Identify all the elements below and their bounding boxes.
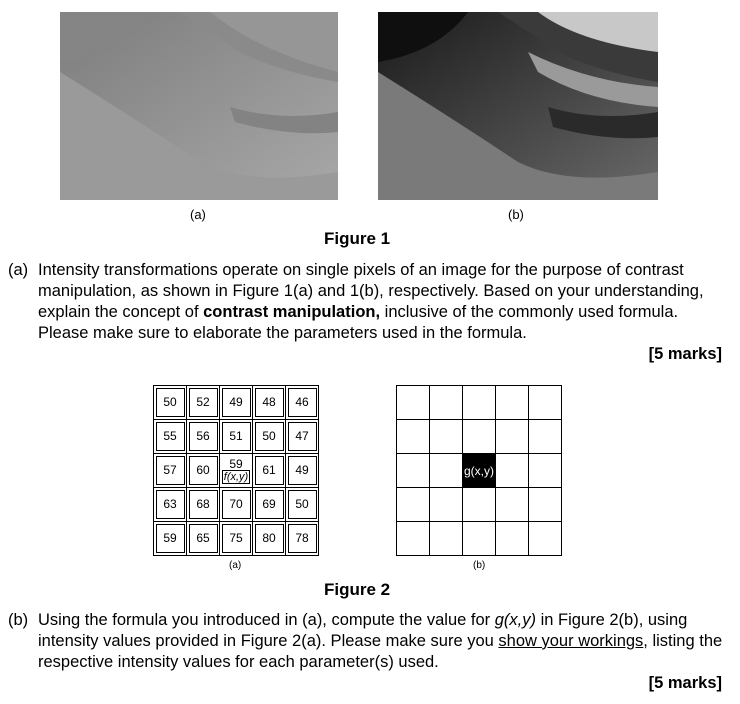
grid-a-row [154, 522, 319, 556]
figure1-image-a [60, 12, 338, 200]
grid-a-row [154, 386, 319, 420]
grid-a-value: 50 [255, 422, 284, 451]
figure2-label-a: (a) [229, 560, 242, 571]
question-b [8, 610, 738, 675]
figure1-caption: Figure 1 [324, 229, 391, 248]
grid-a-cell [220, 454, 253, 488]
grid-a-value: 57 [156, 456, 185, 485]
grid-a-value: 49 [288, 456, 317, 485]
figure2-grid-a [153, 385, 319, 556]
grid-a-cell [286, 454, 319, 488]
grid-a-row [154, 488, 319, 522]
grid-a-cell [220, 386, 253, 420]
grid-b-row [397, 522, 562, 556]
grid-a-cell [187, 522, 220, 556]
grid-b-cell [496, 454, 529, 488]
grid-a-cell [253, 420, 286, 454]
grid-a-value: 70 [222, 490, 251, 519]
grid-b-cell [529, 522, 562, 556]
grid-a-value: 69 [255, 490, 284, 519]
grid-a-value: 51 [222, 422, 251, 451]
grid-a-value: 80 [255, 524, 284, 553]
grid-a-value: 46 [288, 388, 317, 417]
grid-a-value: 48 [255, 388, 284, 417]
question-a-text: Intensity transformations operate on single pixels of an image for the purpose of contrast manipulation, as shown in Figure 1(a) and 1(b), respectively. Based on your understanding, explain the concept of contrast manipulation, inclusive of the commonly used formula. Please make sure to elaborate the parameters used in the formula. [38, 261, 704, 342]
grid-b-center-gxy: g(x,y) [463, 454, 496, 488]
grid-a-cell [154, 420, 187, 454]
question-b-text: Using the formula you introduced in (a), compute the value for g(x,y) in Figure 2(b), using intensity values provided in Figure 2(a). Please make sure you show your workings, listing the respective intensity values for each parameter(s) used. [38, 611, 723, 671]
figure1-label-a: (a) [190, 207, 206, 222]
grid-b-cell [529, 454, 562, 488]
grid-b-cell [463, 386, 496, 420]
grid-a-value: 56 [189, 422, 218, 451]
grid-a-value: 59 [156, 524, 185, 553]
grid-b-cell [529, 488, 562, 522]
grid-a-center-value: 59 [229, 456, 243, 471]
grid-a-value: 68 [189, 490, 218, 519]
grid-b-cell [397, 454, 430, 488]
figure2-label-b: (b) [473, 560, 486, 571]
grid-b-row [397, 386, 562, 420]
question-b-gxy: g(x,y) [494, 611, 536, 629]
grid-b-cell [430, 522, 463, 556]
grid-a-cell [154, 386, 187, 420]
grid-b-cell [430, 386, 463, 420]
question-b-marks: [5 marks] [648, 674, 722, 692]
question-a-marks: [5 marks] [648, 345, 722, 363]
grid-a-cell [187, 386, 220, 420]
question-a-id: (a) [8, 261, 29, 279]
grid-a-row [154, 454, 319, 488]
grid-a-cell [187, 488, 220, 522]
grid-b-cell [496, 522, 529, 556]
grid-a-cell [253, 488, 286, 522]
grid-a-cell [253, 522, 286, 556]
grid-a-cell [286, 420, 319, 454]
question-a-bold: contrast manipulation, [203, 303, 381, 321]
grid-b-row [397, 420, 562, 454]
grid-a-cell [220, 420, 253, 454]
grid-b-row [397, 454, 562, 488]
grid-a-value: 63 [156, 490, 185, 519]
grid-b-cell [463, 522, 496, 556]
grid-b-cell [496, 386, 529, 420]
question-b-id: (b) [8, 611, 29, 629]
question-a [8, 260, 738, 365]
grid-b-cell [496, 488, 529, 522]
figure1-label-b: (b) [508, 207, 524, 222]
grid-a-cell [253, 454, 286, 488]
grid-b-cell [430, 454, 463, 488]
grid-b-cell [430, 488, 463, 522]
grid-a-cell [286, 488, 319, 522]
grid-a-cell [286, 522, 319, 556]
figure1-image-b [378, 12, 658, 200]
grid-a-cell [154, 522, 187, 556]
grid-b-cell [529, 386, 562, 420]
grid-b-cell [397, 488, 430, 522]
grid-a-center-fxy-label: f(x,y) [223, 470, 249, 483]
grid-a-cell [253, 386, 286, 420]
grid-b-cell [463, 488, 496, 522]
grid-a-cell [220, 488, 253, 522]
grid-b-cell [397, 522, 430, 556]
grid-a-row [154, 420, 319, 454]
grid-b-cell [397, 420, 430, 454]
figure2-caption: Figure 2 [324, 580, 391, 599]
grid-b-row [397, 488, 562, 522]
grid-a-value: 75 [222, 524, 251, 553]
grid-a-value: 65 [189, 524, 218, 553]
grid-a-value: 50 [156, 388, 185, 417]
grid-a-value: 52 [189, 388, 218, 417]
grid-b-cell [397, 386, 430, 420]
grid-a-value: 49 [222, 388, 251, 417]
grid-a-value: 55 [156, 422, 185, 451]
grid-a-value: 47 [288, 422, 317, 451]
grid-b-cell [463, 420, 496, 454]
figure2-grid-b [396, 385, 562, 556]
grid-a-cell [187, 454, 220, 488]
grid-a-value: 61 [255, 456, 284, 485]
question-b-underline: show your workings [498, 632, 644, 650]
grid-a-cell [220, 522, 253, 556]
grid-a-value: 50 [288, 490, 317, 519]
grid-b-cell [496, 420, 529, 454]
grid-a-cell [286, 386, 319, 420]
grid-a-value: 78 [288, 524, 317, 553]
grid-a-value: 60 [189, 456, 218, 485]
grid-b-cell [430, 420, 463, 454]
grid-a-cell [187, 420, 220, 454]
grid-b-cell [529, 420, 562, 454]
grid-a-cell [154, 488, 187, 522]
grid-a-cell [154, 454, 187, 488]
